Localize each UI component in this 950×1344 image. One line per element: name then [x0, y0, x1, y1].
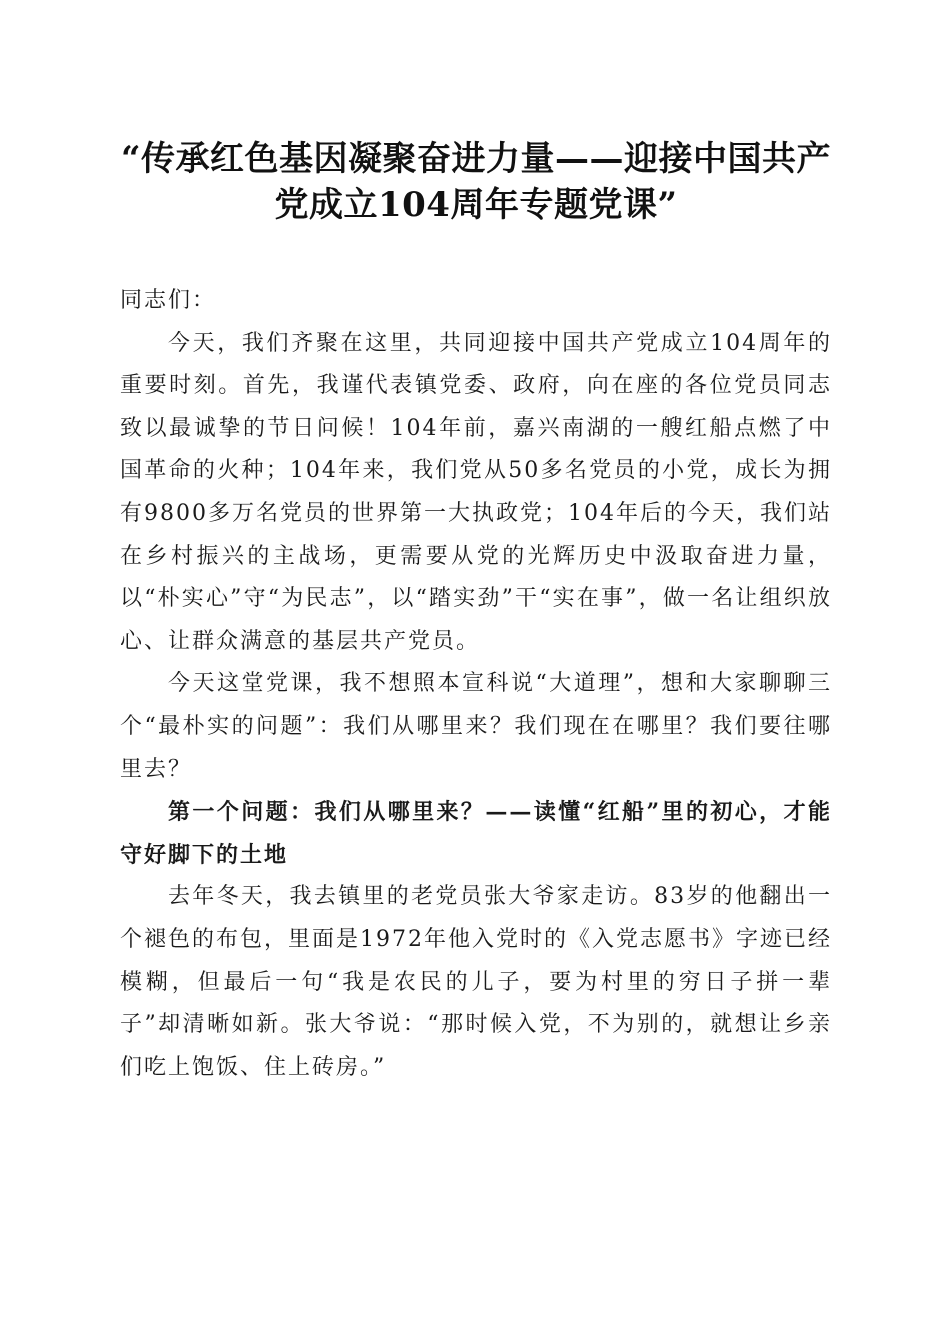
paragraph-story: 去年冬天，我去镇里的老党员张大爷家走访。83岁的他翻出一个褪色的布包，里面是1972年他入党时的《入党志愿书》字迹已经模糊，但最后一句“我是农民的儿子，要为村里的穷日子拼一辈子”却清晰如新。张大爷说：“那时候入党，不为别的，就想让乡亲们吃上饱饭、住上砖房。” [120, 884, 832, 1080]
document-body [120, 280, 832, 1089]
paragraph-intro: 今天，我们齐聚在这里，共同迎接中国共产党成立104周年的重要时刻。首先，我谨代表镇党委、政府，向在座的各位党员同志致以最诚挚的节日问候！104年前，嘉兴南湖的一艘红船点燃了中国革命的火种；104年来，我们党从50多名党员的小党，成长为拥有9800多万名党员的世界第一大执政党；104年后的今天，我们站在乡村振兴的主战场，更需要从党的光辉历史中汲取奋进力量，以“朴实心”守“为民志”，以“踏实劲”干“实在事”，做一名让组织放心、让群众满意的基层共产党员。 [120, 330, 832, 654]
section-heading: 第一个问题：我们从哪里来？——读懂“红船”里的初心，才能守好脚下的土地 [120, 799, 832, 868]
salutation: 同志们： [120, 288, 217, 313]
paragraph-outline: 今天这堂党课，我不想照本宣科说“大道理”，想和大家聊聊三个“最朴实的问题”：我们从哪里来？我们现在在哪里？我们要往哪里去？ [120, 671, 832, 782]
document-title: “传承红色基因凝聚奋进力量——迎接中国共产党成立104周年专题党课” [120, 139, 832, 225]
